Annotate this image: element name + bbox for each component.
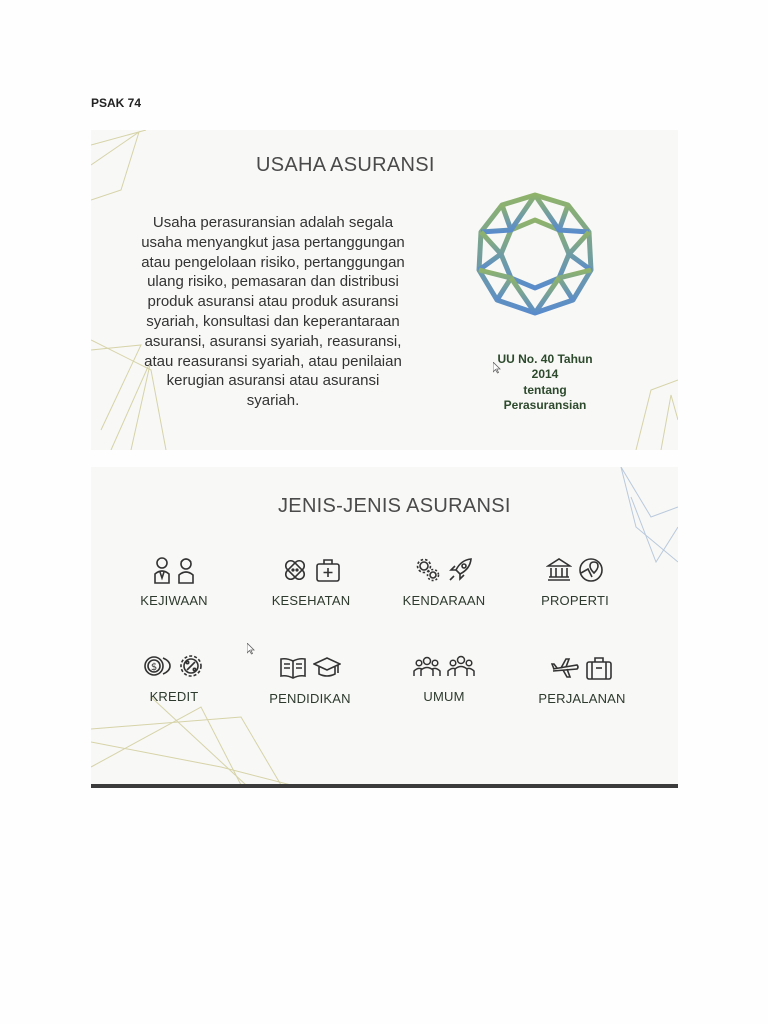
category-label: KREDIT — [149, 689, 199, 704]
graduation-cap-icon — [313, 656, 341, 680]
page-label: PSAK 74 — [91, 96, 142, 110]
category-kejiwaan — [109, 553, 239, 608]
category-label: PERJALANAN — [538, 691, 626, 706]
category-kendaraan — [379, 553, 509, 608]
definition-line: Usaha perasuransian adalah segala — [152, 214, 394, 231]
open-book-icon — [279, 656, 307, 680]
category-umum — [379, 649, 509, 704]
reference-line: UU No. 40 Tahun — [497, 352, 593, 366]
category-kesehatan — [246, 553, 376, 608]
bandage-icon — [281, 556, 309, 584]
category-label: UMUM — [423, 689, 465, 704]
gem-icon — [473, 192, 597, 316]
reference-line: Perasuransian — [503, 398, 587, 413]
category-label: PROPERTI — [541, 593, 609, 608]
slide1-title: USAHA ASURANSI — [256, 154, 435, 176]
category-properti — [510, 553, 640, 608]
category-label: KEJIWAAN — [140, 593, 208, 608]
definition-line: atau pengelolaan risiko, pertanggungan — [141, 253, 405, 271]
percent-gear-icon — [178, 653, 204, 679]
slide-jenis-asuransi — [91, 467, 678, 785]
definition-line: produk asuransi atau produk asuransi — [147, 293, 399, 311]
definition-line: usaha menyangkut jasa pertanggungan — [141, 233, 405, 251]
medical-kit-icon — [315, 557, 341, 583]
regulation-reference — [484, 352, 606, 414]
definition-line: kerugian asuransi atau asuransi — [166, 372, 380, 390]
definition-line: asuransi, asuransi syariah, reasuransi, — [144, 332, 402, 350]
gears-icon — [415, 557, 441, 583]
definition-line: syariah. — [246, 392, 300, 410]
slide2-title: JENIS-JENIS ASURANSI — [278, 495, 511, 517]
bank-building-icon — [546, 557, 572, 583]
airplane-icon — [551, 656, 579, 680]
category-pendidikan — [245, 651, 375, 706]
category-label: KESEHATAN — [271, 593, 351, 608]
reference-line: tentang — [523, 382, 567, 397]
suitcase-icon — [585, 655, 613, 681]
group-icon — [413, 654, 441, 678]
person-icon — [153, 556, 171, 584]
definition-line: syariah, konsultasi dan keperantaraan — [146, 312, 400, 330]
category-perjalanan — [517, 651, 647, 706]
slide-usaha-asuransi — [91, 130, 678, 450]
coins-icon — [144, 653, 172, 679]
definition-line: ulang risiko, pemasaran dan distribusi — [147, 273, 399, 291]
mouse-cursor-icon — [493, 362, 501, 374]
definition-text — [123, 213, 423, 411]
reference-line: 2014 — [531, 367, 559, 382]
divider-bar — [91, 784, 678, 788]
category-kredit — [109, 649, 239, 704]
svg-text:$: $ — [150, 662, 158, 673]
category-label: KENDARAAN — [402, 593, 486, 608]
rocket-icon — [447, 557, 473, 583]
person-icon — [177, 556, 195, 584]
category-label: PENDIDIKAN — [269, 691, 351, 706]
group-icon — [447, 654, 475, 678]
definition-line: atau reasuransi syariah, atau penilaian — [144, 352, 402, 370]
map-pin-icon — [578, 557, 604, 583]
